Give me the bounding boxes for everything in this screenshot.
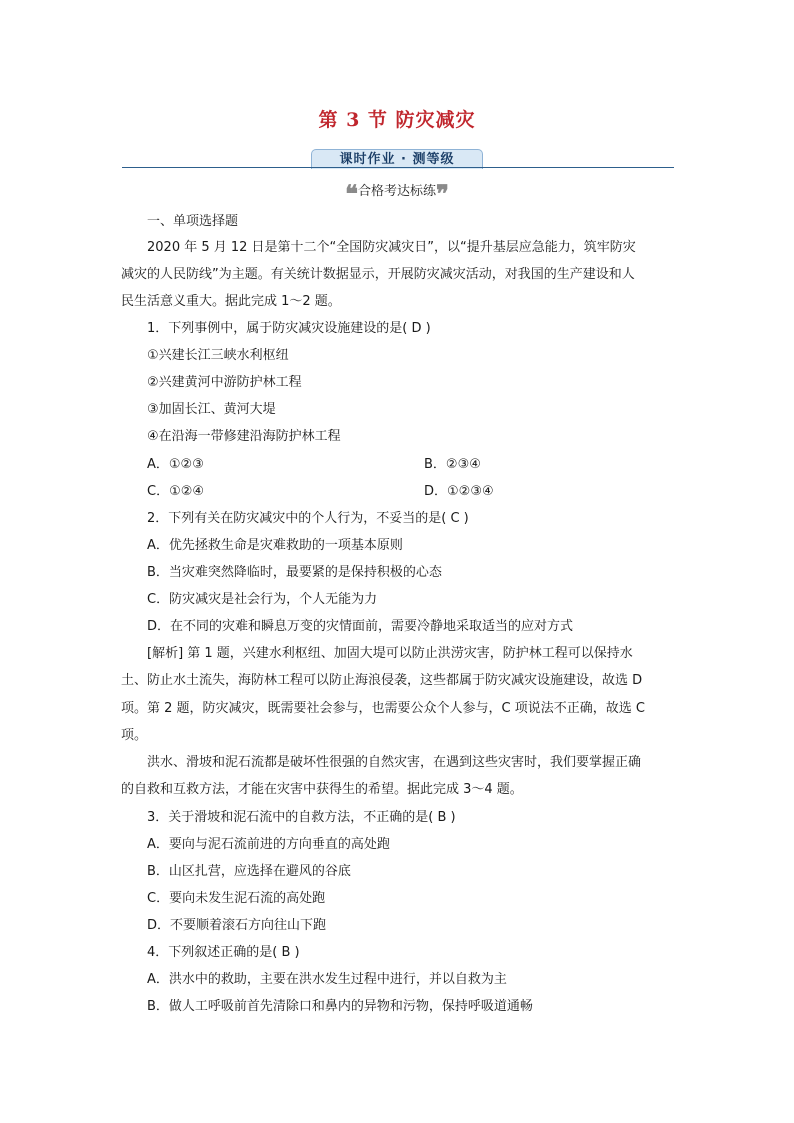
material-line: 民生活意义重大。据此完成 1～2 题。 bbox=[121, 294, 341, 309]
answer-option: D．①②③④ bbox=[424, 484, 494, 499]
statement-item: ②兴建黄河中游防护林工程 bbox=[147, 375, 302, 390]
homework-badge: 课时作业 · 测等级 bbox=[311, 149, 483, 169]
answer-option: B．做人工呼吸前首先清除口和鼻内的异物和污物，保持呼吸道通畅 bbox=[147, 999, 533, 1014]
answer-option: C．①②④ bbox=[147, 484, 205, 499]
question-stem: 1．下列事例中，属于防灾减灾设施建设的是( D ) bbox=[147, 321, 431, 336]
section-subheading bbox=[0, 179, 794, 208]
answer-option: D．不要顺着滚石方向往山下跑 bbox=[147, 918, 327, 933]
analysis-line: 项。 bbox=[121, 728, 148, 743]
answer-option: A．要向与泥石流前进的方向垂直的高处跑 bbox=[147, 837, 390, 852]
answer-option: B．山区扎营，应选择在避风的谷底 bbox=[147, 864, 351, 879]
answer-option: C．要向未发生泥石流的高处跑 bbox=[147, 891, 326, 906]
statement-item: ①兴建长江三峡水利枢纽 bbox=[147, 348, 289, 363]
question-stem: 3．关于滑坡和泥石流中的自救方法，不正确的是( B ) bbox=[147, 810, 456, 825]
material-line: 减灾的人民防线”为主题。有关统计数据显示，开展防灾减灾活动，对我国的生产建设和人 bbox=[121, 267, 635, 282]
answer-option: D．在不同的灾难和瞬息万变的灾情面前，需要冷静地采取适当的应对方式 bbox=[147, 619, 574, 634]
answer-option: B．当灾难突然降临时，最要紧的是保持积极的心态 bbox=[147, 565, 442, 580]
open-quote-icon: ❝ bbox=[345, 179, 358, 208]
analysis-line: 土、防止水土流失，海防林工程可以防止海浪侵袭，这些都属于防灾减灾设施建设，故选 D bbox=[121, 673, 643, 688]
answer-option: A．优先拯救生命是灾难救助的一项基本原则 bbox=[147, 538, 403, 553]
close-quote-icon: ❞ bbox=[436, 179, 449, 208]
answer-option: A．洪水中的救助，主要在洪水发生过程中进行，并以自救为主 bbox=[147, 972, 507, 987]
analysis-line: [解析] 第 1 题，兴建水利枢纽、加固大堤可以防止洪涝灾害，防护林工程可以保持水 bbox=[147, 646, 633, 661]
analysis-line: 项。第 2 题，防灾减灾，既需要社会参与，也需要公众个人参与，C 项说法不正确，故选 C bbox=[121, 701, 645, 716]
material-line: 洪水、滑坡和泥石流都是破坏性很强的自然灾害，在遇到这些灾害时，我们要掌握正确 bbox=[147, 755, 642, 770]
answer-option: A．①②③ bbox=[147, 457, 204, 472]
subheading-label: 合格考达标练 bbox=[357, 184, 436, 199]
material-line: 的自救和互救方法，才能在灾害中获得生的希望。据此完成 3～4 题。 bbox=[121, 782, 523, 797]
statement-item: ④在沿海一带修建沿海防护林工程 bbox=[147, 429, 341, 444]
answer-option: B．②③④ bbox=[424, 457, 481, 472]
question-stem: 4．下列叙述正确的是( B ) bbox=[147, 945, 300, 960]
header-divider bbox=[122, 167, 674, 168]
question-stem: 2．下列有关在防灾减灾中的个人行为，不妥当的是( C ) bbox=[147, 511, 469, 526]
answer-option: C．防灾减灾是社会行为，个人无能为力 bbox=[147, 592, 378, 607]
statement-item: ③加固长江、黄河大堤 bbox=[147, 402, 276, 417]
material-line: 2020 年 5 月 12 日是第十二个“全国防灾减灾日”，以“提升基层应急能力，筑牢防灾 bbox=[147, 240, 636, 255]
section-heading: 一、单项选择题 bbox=[147, 214, 239, 229]
page-title: 第 3 节 防灾减灾 bbox=[318, 109, 476, 131]
